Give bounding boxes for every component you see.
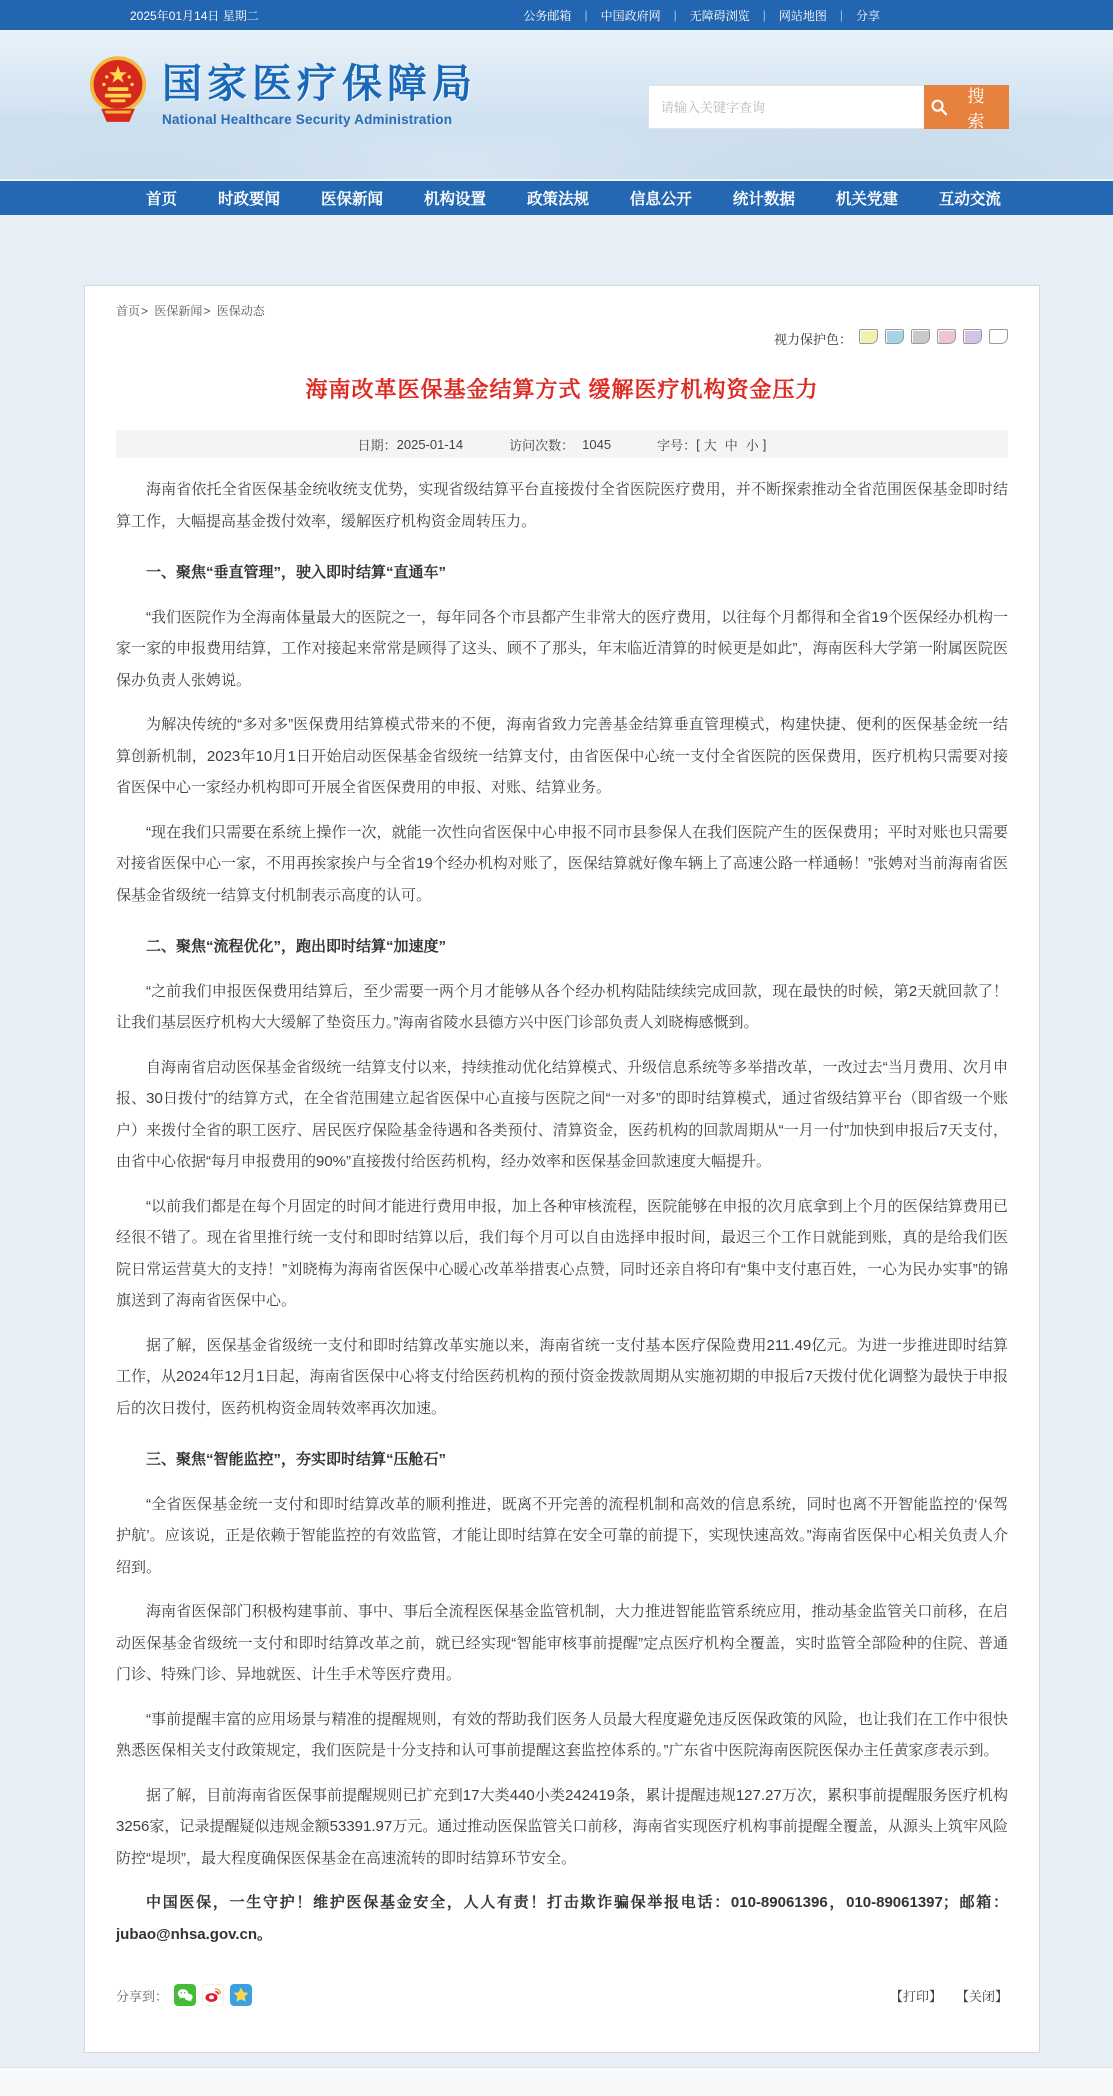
print-button[interactable]: 【打印】 — [889, 1988, 942, 2004]
breadcrumb-link[interactable]: 医保动态 — [216, 304, 265, 318]
separator: | — [762, 8, 766, 22]
font-size-label: 字号： — [657, 437, 697, 453]
article-title: 海南改革医保基金结算方式 缓解医疗机构资金压力 — [305, 377, 819, 402]
main-area — [0, 215, 1113, 2053]
section-heading: 一、聚焦“垂直管理”，驶入即时结算“直通车” — [146, 564, 447, 581]
nav-item[interactable]: 医保新闻 — [320, 191, 383, 208]
nav-item[interactable]: 机关党建 — [835, 191, 898, 208]
font-size-option[interactable]: 小 — [745, 437, 759, 453]
meta-font-size — [657, 435, 766, 454]
nav-item[interactable]: 时政要闻 — [217, 191, 280, 208]
breadcrumb — [116, 302, 1008, 319]
article-body — [116, 474, 1008, 1950]
article-paragraph: “我们医院作为全海南体量最大的医院之一，每年同各个市县都产生非常大的医疗费用，以往每个月都得和全省19个医保经办机构一家一家的申报费用结算，工作对接起来常常是顾得了这头、顾不了那头，年末临近清算的时候更是如此”，海南医科大学第一附属医院医保办负责人张娉说。 — [116, 608, 1008, 689]
qzone-icon[interactable] — [230, 1984, 252, 2006]
breadcrumb-link[interactable]: 首页 — [116, 304, 141, 318]
font-size-option[interactable]: 中 — [724, 437, 738, 453]
search-input[interactable] — [648, 85, 924, 129]
color-swatch[interactable] — [989, 329, 1008, 344]
content-panel — [84, 285, 1040, 2053]
article-meta-bar — [116, 430, 1008, 458]
meta-date-value: 2025-01-14 — [396, 436, 464, 452]
share-label: 分享到： — [116, 1988, 169, 2004]
article-paragraph: “以前我们都是在每个月固定的时间才能进行费用申报，加上各种审核流程，医院能够在申报的次月底拿到上个月的医保结算费用已经很不错了。现在省里推行统一支付和即时结算以后，我们每个月可以自由选择申报时间，最迟三个工作日就能到账，真的是给我们医院日常运营莫大的支持！”刘晓梅为海南省医保中心暖心改革举措衷心点赞，同时还亲自将印有“集中支付惠百姓，一心为民办实事”的锦旗送到了海南省医保中心。 — [116, 1197, 1008, 1309]
top-utility-bar — [0, 0, 1113, 30]
color-swatch[interactable] — [859, 329, 878, 344]
separator: | — [673, 8, 677, 22]
article-paragraph: “事前提醒丰富的应用场景与精准的提醒规则，有效的帮助我们医务人员最大程度避免违反医保政策的风险，也让我们在工作中很快熟悉医保相关支付政策规定，我们医院是十分支持和认可事前提醒这套监控体系的。”广东省中医院海南医院医保办主任黄家彦表示到。 — [116, 1710, 1008, 1759]
article-paragraph: “现在我们只需要在系统上操作一次，就能一次性向省医保中心申报不同市县参保人在我们医院产生的医保费用；平时对账也只需要对接省医保中心一家，不用再挨家挨户与全省19个经办机构对账了，医保结算就好像车辆上了高速公路一样通畅！”张娉对当前海南省医保基金省级统一结算支付机制表示高度的认可。 — [116, 823, 1008, 904]
section-heading: 二、聚焦“流程优化”，跑出即时结算“加速度” — [146, 938, 447, 955]
color-swatch[interactable] — [911, 329, 930, 344]
article-paragraph: 为解决传统的“多对多”医保费用结算模式带来的不便，海南省致力完善基金结算垂直管理模式，构建快捷、便利的医保基金统一结算创新机制，2023年10月1日开始启动医保基金省级统一结算支付，由省医保中心统一支付全省医院的医保费用，医疗机构只需要对接省医保中心一家经办机构即可开展全省医保费用的申报、对账、结算业务。 — [116, 716, 1008, 796]
topbar-link[interactable]: 无障碍浏览 — [689, 8, 750, 23]
site-logo[interactable] — [88, 52, 477, 127]
meta-date — [358, 435, 464, 454]
article-paragraph: 据了解，目前海南省医保事前提醒规则已扩充到17大类440小类242419条，累计提醒违规127.27万次，累积事前提醒服务医疗机构3256家，记录提醒疑似违规金额53391.97万元。通过推动医保监管关口前移，海南省实现医疗机构事前提醒全覆盖，从源头上筑牢风险防控“堤坝”，最大程度确保医保基金在高速流转的即时结算环节安全。 — [116, 1786, 1008, 1867]
article-paragraph: 据了解，医保基金省级统一支付和即时结算改革实施以来，海南省统一支付基本医疗保险费用211.49亿元。为进一步推进即时结算工作，从2024年12月1日起，海南省医保中心将支付给医药机构的预付资金拨款周期从实施初期的申报后7天拨付优化调整为最快于申报后的次日拨付，医药机构资金周转效率再次加速。 — [116, 1336, 1008, 1417]
search-button-label: 搜 索 — [967, 87, 989, 131]
meta-visits-value: 1045 — [582, 436, 612, 452]
separator: | — [584, 8, 588, 22]
topbar-links — [523, 7, 880, 24]
eye-protection-label: 视力保护色： — [773, 331, 852, 347]
topbar-link[interactable]: 中国政府网 — [600, 8, 661, 23]
search-button[interactable] — [924, 85, 1009, 129]
breadcrumb-separator: > — [203, 304, 214, 318]
font-size-options — [700, 435, 763, 454]
share-row — [116, 1984, 1008, 2006]
article-paragraph: 自海南省启动医保基金省级统一结算支付以来，持续推动优化结算模式、升级信息系统等多举措改革，一改过去“当月费用、次月申报、30日拨付”的结算方式，在全省范围建立起省医保中心直接与医院之间“一对多”的即时结算模式，通过省级结算平台（即省级一个账户）来拨付全省的职工医疗、居民医疗保险基金待遇和各类预付、清算资金，医药机构的回款周期从“一月一付”加快到申报后7天支付，由省中心依据“每月申报费用的90%”直接拨付给医药机构，经办效率和医保基金回款速度大幅提升。 — [116, 1058, 1008, 1170]
meta-visits — [509, 435, 611, 454]
nav-item[interactable]: 互动交流 — [938, 191, 1001, 208]
share-left — [116, 1984, 252, 2006]
article-paragraph: 中国医保，一生守护！维护医保基金安全，人人有责！打击欺诈骗保举报电话：010-89061396，010-89061397；邮箱：jubao@nhsa.gov.cn。 — [116, 1894, 1008, 1943]
section-heading: 三、聚焦“智能监控”，夯实即时结算“压舱石” — [146, 1451, 447, 1468]
font-size-bracket-open: [ — [696, 436, 700, 452]
article-paragraph: 海南省依托全省医保基金统收统支优势，实现省级结算平台直接拨付全省医院医疗费用，并不断探索推动全省范围医保基金即时结算工作，大幅提高基金拨付效率，缓解医疗机构资金周转压力。 — [116, 481, 1008, 530]
national-emblem-icon — [88, 56, 148, 124]
color-swatch[interactable] — [885, 329, 904, 344]
article-paragraph: 海南省医保部门积极构建事前、事中、事后全流程医保基金监管机制，大力推进智能监管系统应用，推动基金监管关口前移，在启动医保基金省级统一支付和即时结算改革之前，就已经实现“智能审核事前提醒”定点医疗机构全覆盖，实时监管全部险种的住院、普通门诊、特殊门诊、异地就医、计生手术等医疗费用。 — [116, 1603, 1008, 1683]
nav-item[interactable]: 政策法规 — [526, 191, 589, 208]
nav-item[interactable]: 机构设置 — [423, 191, 486, 208]
topbar-link[interactable]: 分享 — [855, 8, 880, 23]
search-bar — [648, 85, 1009, 129]
main-nav — [84, 181, 1029, 215]
article-paragraph: “之前我们申报医保费用结算后，至少需要一两个月才能够从各个经办机构陆陆续续完成回款，现在最快的时候，第2天就回款了！让我们基层医疗机构大大缓解了垫资压力。”海南省陵水县德方兴中医门诊部负责人刘晓梅感慨到。 — [116, 982, 1008, 1031]
color-swatch[interactable] — [963, 329, 982, 344]
topbar-link[interactable]: 网站地图 — [778, 8, 827, 23]
meta-visits-label: 访问次数： — [509, 437, 575, 453]
page-footer — [0, 2067, 1113, 2096]
font-size-option[interactable]: 大 — [703, 437, 717, 453]
meta-date-label: 日期： — [357, 437, 397, 453]
topbar-link[interactable]: 公务邮箱 — [523, 8, 572, 23]
breadcrumb-separator: > — [141, 304, 152, 318]
eye-protection-row — [116, 329, 1008, 347]
eye-protection-swatches — [852, 329, 1008, 347]
main-nav-bar — [0, 181, 1113, 215]
nav-item[interactable]: 统计数据 — [732, 191, 795, 208]
site-subtitle: National Healthcare Security Administration — [162, 112, 453, 127]
site-title: 国家医疗保障局 — [162, 61, 477, 106]
font-size-bracket-close: ] — [762, 436, 767, 452]
site-titles — [162, 52, 477, 127]
wechat-icon[interactable] — [174, 1984, 196, 2006]
nav-item[interactable]: 信息公开 — [629, 191, 692, 208]
separator: | — [839, 8, 843, 22]
site-header — [0, 30, 1113, 181]
current-date: 2025年01月14日 星期二 — [130, 8, 259, 23]
magnifier-icon — [930, 98, 948, 116]
weibo-icon[interactable] — [202, 1984, 224, 2006]
color-swatch[interactable] — [937, 329, 956, 344]
article-paragraph: “全省医保基金统一支付和即时结算改革的顺利推进，既离不开完善的流程机制和高效的信息系统，同时也离不开智能监控的‘保驾护航’。应该说，正是依赖于智能监控的有效监管，才能让即时结算在安全可靠的前提下，实现快速高效。”海南省医保中心相关负责人介绍到。 — [116, 1495, 1008, 1576]
nav-item[interactable]: 首页 — [146, 191, 178, 208]
close-button[interactable]: 【关闭】 — [955, 1988, 1008, 2004]
breadcrumb-link[interactable]: 医保新闻 — [154, 304, 203, 318]
share-actions — [890, 1986, 1008, 2005]
